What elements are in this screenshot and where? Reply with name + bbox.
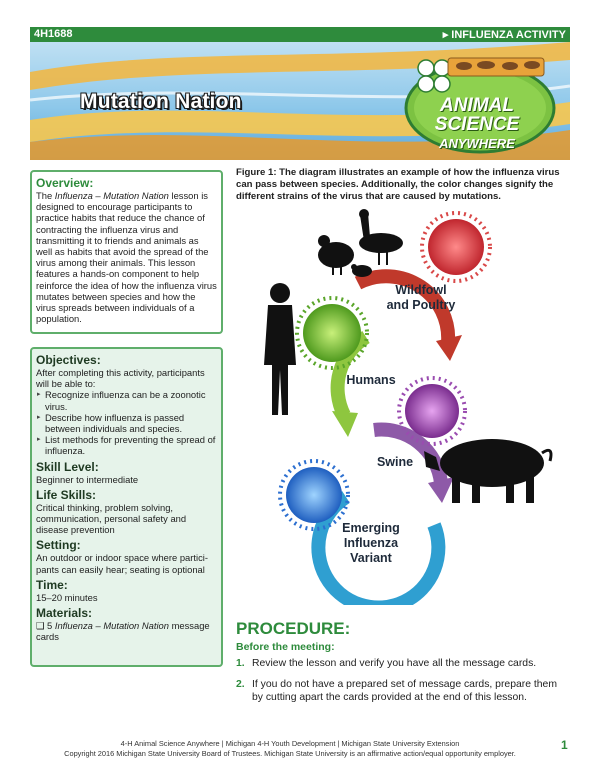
life-skills-text: Critical thinking, problem solving, communication, personal safety and disease prevention	[36, 501, 187, 536]
overview-box	[30, 170, 223, 334]
blue-virus-icon	[280, 461, 348, 529]
setting-heading: Setting:	[36, 538, 81, 553]
top-bar	[30, 27, 570, 42]
red-arrowhead	[436, 335, 462, 361]
procedure-heading: PROCEDURE:	[236, 619, 351, 638]
time-heading: Time:	[36, 577, 68, 592]
before-meeting-heading: Before the meeting:	[236, 641, 335, 653]
checkbox-icon: ❑	[36, 620, 45, 632]
overview-heading: Overview:	[36, 176, 94, 190]
page-number: 1	[561, 738, 568, 752]
objectives-list	[36, 389, 217, 456]
humans-label: Humans	[346, 373, 396, 387]
skill-level-text: Beginner to intermediate	[36, 473, 139, 485]
wildfowl-poultry-label: Wildfowl and Poultry	[386, 283, 456, 312]
setting-text: An outdoor or indoor space where partici-pants can easily hear; seating is optional	[36, 552, 208, 575]
page-footer	[30, 739, 550, 759]
life-skills-heading: Life Skills:	[36, 487, 97, 502]
overview-text: The Influenza – Mutation Nation lesson is designed to encourage participants to practice habits that reduce the chance of contracting the influenza virus and transmitting it to friends and animals as well as habits that avoid the spread of the virus among their animals. This lesson features a hands-on component to help reinforce the idea of how the influenza virus mutates between species and how the virus spreads between individuals of a population.	[36, 190, 217, 325]
footer-copyright: Copyright 2016 Michigan State University Board of Trustees. Michigan State University is an affirmative action/equal opportunity employer.	[64, 749, 516, 758]
poultry-silhouette-icon	[318, 209, 403, 277]
influenza-transmission-diagram	[236, 205, 566, 605]
human-silhouette-icon	[264, 283, 296, 415]
red-virus-icon	[422, 213, 490, 281]
logo-wordmark: ANIMAL SCIENCE ANYWHERE	[434, 95, 520, 151]
purple-arrowhead	[428, 477, 454, 503]
time-text: 15–20 minutes	[36, 591, 98, 603]
objectives-heading: Objectives:	[36, 353, 101, 367]
materials-text: ❑ 5 Influenza – Mutation Nation message cards	[36, 620, 210, 643]
list-item: ▸ List methods for preventing the spread of influenza.	[37, 434, 216, 457]
green-virus-icon	[297, 298, 367, 368]
footer-line-1: 4-H Animal Science Anywhere | Michigan 4-H Youth Development | Michigan State University Extension	[120, 739, 460, 748]
objectives-box	[30, 347, 223, 667]
list-item: ▸ Describe how influenza is passed between individuals and species.	[37, 411, 185, 435]
figure-caption: Figure 1: The diagram illustrates an example of how the influenza virus can pass between species. Additionally, the color changes signify the different strains of the virus that are caused by mutations.	[236, 167, 560, 202]
document-code: 4H1688	[34, 28, 73, 40]
emerging-variant-label: Emerging Influenza Variant	[342, 521, 400, 565]
list-item: ▸ Recognize influenza can be a zoonotic virus.	[37, 389, 206, 412]
swine-label: Swine	[376, 455, 414, 469]
materials-heading: Materials:	[36, 606, 93, 621]
title-banner	[30, 42, 570, 160]
skill-level-heading: Skill Level:	[36, 459, 99, 474]
procedure-step: 2. If you do not have a prepared set of message cards, prepare them by cutting apart the cards provided at the end of this lesson.	[236, 679, 557, 703]
page-title: Mutation Nation	[80, 90, 242, 113]
procedure-step: 1. Review the lesson and verify you have all the message cards.	[236, 658, 537, 669]
activity-label: ▸ INFLUENZA ACTIVITY	[442, 29, 566, 41]
objectives-intro: After completing this activity, participants will be able to:	[36, 367, 205, 390]
green-arrowhead	[332, 411, 358, 437]
